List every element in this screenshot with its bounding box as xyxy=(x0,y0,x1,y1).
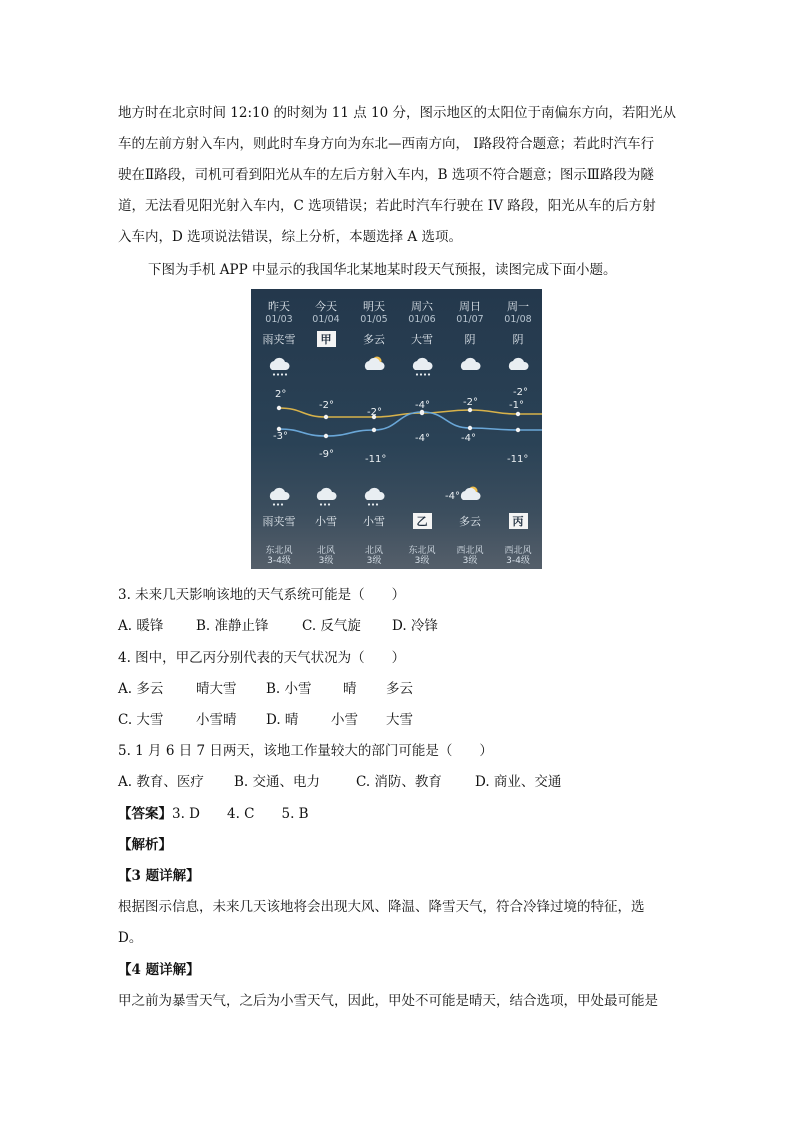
temperature-point xyxy=(324,415,328,419)
temperature-point xyxy=(516,412,520,416)
temperature-point xyxy=(468,426,472,430)
forecast-night-condition: 多云 xyxy=(459,515,481,528)
low-temperature-label: -11° xyxy=(365,454,387,465)
q4-option-d-part: 小雪 xyxy=(331,712,358,728)
forecast-date: 01/05 xyxy=(360,314,388,325)
temperature-curves xyxy=(251,289,542,569)
forecast-day-label: 周六 xyxy=(411,300,433,313)
forecast-date: 01/07 xyxy=(456,314,484,325)
low-temperature-label: -3° xyxy=(273,431,288,442)
low-temperature-line xyxy=(279,412,542,436)
forecast-date: 01/06 xyxy=(408,314,436,325)
q4-option-c-part: 小雪晴 xyxy=(196,712,237,728)
forecast-day-label: 昨天 xyxy=(268,300,290,313)
q5-option-a: A. 教育、医疗 xyxy=(118,774,204,790)
forecast-wind-direction: 北风 xyxy=(316,546,335,556)
forecast-night-condition: 丙 xyxy=(494,513,542,529)
low-temperature-label: -4° xyxy=(445,491,460,502)
forecast-night-condition: 雨夹雪 xyxy=(262,515,296,528)
detail-4-label: 【4 题详解】 xyxy=(118,962,200,978)
high-temperature-label: 2° xyxy=(275,389,287,400)
temperature-point xyxy=(468,408,472,412)
high-temperature-label: -2° xyxy=(463,397,478,408)
weather-forecast-figure xyxy=(251,289,542,569)
forecast-date: 01/03 xyxy=(265,314,293,325)
q4-option-c: C. 大雪 xyxy=(118,712,164,728)
low-temperature-label: -4° xyxy=(461,433,476,444)
q5-option-c: C. 消防、教育 xyxy=(356,774,442,790)
forecast-day-condition: 雨夹雪 xyxy=(262,333,296,346)
forecast-day-condition: 甲 xyxy=(302,331,350,347)
forecast-day-label: 明天 xyxy=(363,300,385,313)
paragraph-line: 道，无法看见阳光射入车内，C 选项错误；若此时汽车行驶在 IV 路段，阳光从车的后方射 xyxy=(118,198,656,214)
forecast-day-label: 今天 xyxy=(315,300,337,313)
high-temperature-label: -1° xyxy=(509,400,524,411)
detail-3-label: 【3 题详解】 xyxy=(118,868,200,884)
answer-line xyxy=(118,802,309,822)
forecast-night-condition: 小雪 xyxy=(315,515,337,528)
forecast-day-label: 周日 xyxy=(459,300,481,313)
temperature-point xyxy=(277,406,281,410)
temperature-point xyxy=(372,428,376,432)
forecast-wind-direction: 东北风 xyxy=(265,546,293,556)
question-4: 4. 图中，甲乙丙分别代表的天气状况为（ ） xyxy=(118,650,406,666)
q4-option-a-part: 晴大雪 xyxy=(196,681,237,697)
q5-option-b: B. 交通、电力 xyxy=(234,774,321,790)
q3-option-c: C. 反气旋 xyxy=(302,618,361,634)
temperature-point xyxy=(324,434,328,438)
paragraph-line: 入车内，D 选项说法错误，综上分析，本题选择 A 选项。 xyxy=(118,229,462,245)
paragraph-line: 驶在Ⅱ路段，司机可看到阳光从车的左后方射入车内，B 选项不符合题意；图示Ⅲ路段为隧 xyxy=(118,167,654,183)
low-temperature-label: -11° xyxy=(507,454,529,465)
q4-option-d: D. 晴 xyxy=(266,712,299,728)
low-temperature-label: -9° xyxy=(319,449,334,460)
forecast-date: 01/08 xyxy=(504,314,532,325)
q4-option-b-part: 多云 xyxy=(386,681,413,697)
detail-4-text: 甲之前为暴雪天气，之后为小雪天气，因此，甲处不可能是晴天，结合选项，甲处最可能是 xyxy=(118,993,658,1009)
forecast-wind-direction: 北风 xyxy=(364,546,383,556)
forecast-wind-level: 3级 xyxy=(366,556,382,566)
forecast-wind-level: 3级 xyxy=(462,556,478,566)
q4-option-b: B. 小雪 xyxy=(266,681,312,697)
forecast-date: 01/04 xyxy=(312,314,340,325)
q3-option-a: A. 暖锋 xyxy=(118,618,164,634)
q4-option-a: A. 多云 xyxy=(118,681,164,697)
q4-option-d-part: 大雪 xyxy=(386,712,413,728)
temperature-point xyxy=(516,428,520,432)
forecast-wind-level: 3-4级 xyxy=(506,556,530,566)
q5-option-d: D. 商业、交通 xyxy=(475,774,562,790)
figure-intro: 下图为手机 APP 中显示的我国华北某地某时段天气预报，读图完成下面小题。 xyxy=(148,262,617,278)
forecast-wind-level: 3级 xyxy=(414,556,430,566)
q3-option-d: D. 冷锋 xyxy=(392,618,438,634)
forecast-day-condition: 阴 xyxy=(464,333,476,346)
detail-3-text: 根据图示信息，未来几天该地将会出现大风、降温、降雪天气，符合冷锋过境的特征，选 xyxy=(118,899,645,915)
high-temperature-label: -4° xyxy=(415,400,430,411)
forecast-night-condition: 乙 xyxy=(398,513,446,529)
forecast-day-condition: 大雪 xyxy=(411,333,433,346)
high-temperature-label: -2° xyxy=(319,400,334,411)
low-temperature-label: -4° xyxy=(415,433,430,444)
forecast-day-condition: 多云 xyxy=(363,333,385,346)
question-3: 3. 未来几天影响该地的天气系统可能是（ ） xyxy=(118,587,406,603)
detail-3-text: D。 xyxy=(118,930,143,946)
analysis-label: 【解析】 xyxy=(118,837,172,853)
paragraph-line: 地方时在北京时间 12:10 的时刻为 11 点 10 分，图示地区的太阳位于南偏东方向，若阳光从 xyxy=(118,105,677,121)
forecast-wind-level: 3-4级 xyxy=(267,556,291,566)
forecast-day-condition: 阴 xyxy=(512,333,524,346)
high-temperature-label: -2° xyxy=(513,387,528,398)
paragraph-line: 车的左前方射入车内，则此时车身方向为东北—西南方向， Ⅰ路段符合题意；若此时汽车行 xyxy=(118,136,655,152)
question-5: 5. 1 月 6 日 7 日两天，该地工作量较大的部门可能是（ ） xyxy=(118,743,493,759)
high-temperature-label: -2° xyxy=(367,407,382,418)
forecast-day-label: 周一 xyxy=(507,300,529,313)
forecast-wind-level: 3级 xyxy=(318,556,334,566)
q4-option-b-part: 晴 xyxy=(343,681,357,697)
forecast-wind-direction: 西北风 xyxy=(456,546,484,556)
forecast-wind-direction: 东北风 xyxy=(408,546,436,556)
answer-text: 3. D 4. C 5. B xyxy=(172,806,309,822)
forecast-night-condition: 小雪 xyxy=(363,515,385,528)
forecast-wind-direction: 西北风 xyxy=(504,546,532,556)
q3-option-b: B. 准静止锋 xyxy=(196,618,269,634)
answer-label: 【答案】 xyxy=(118,806,172,822)
